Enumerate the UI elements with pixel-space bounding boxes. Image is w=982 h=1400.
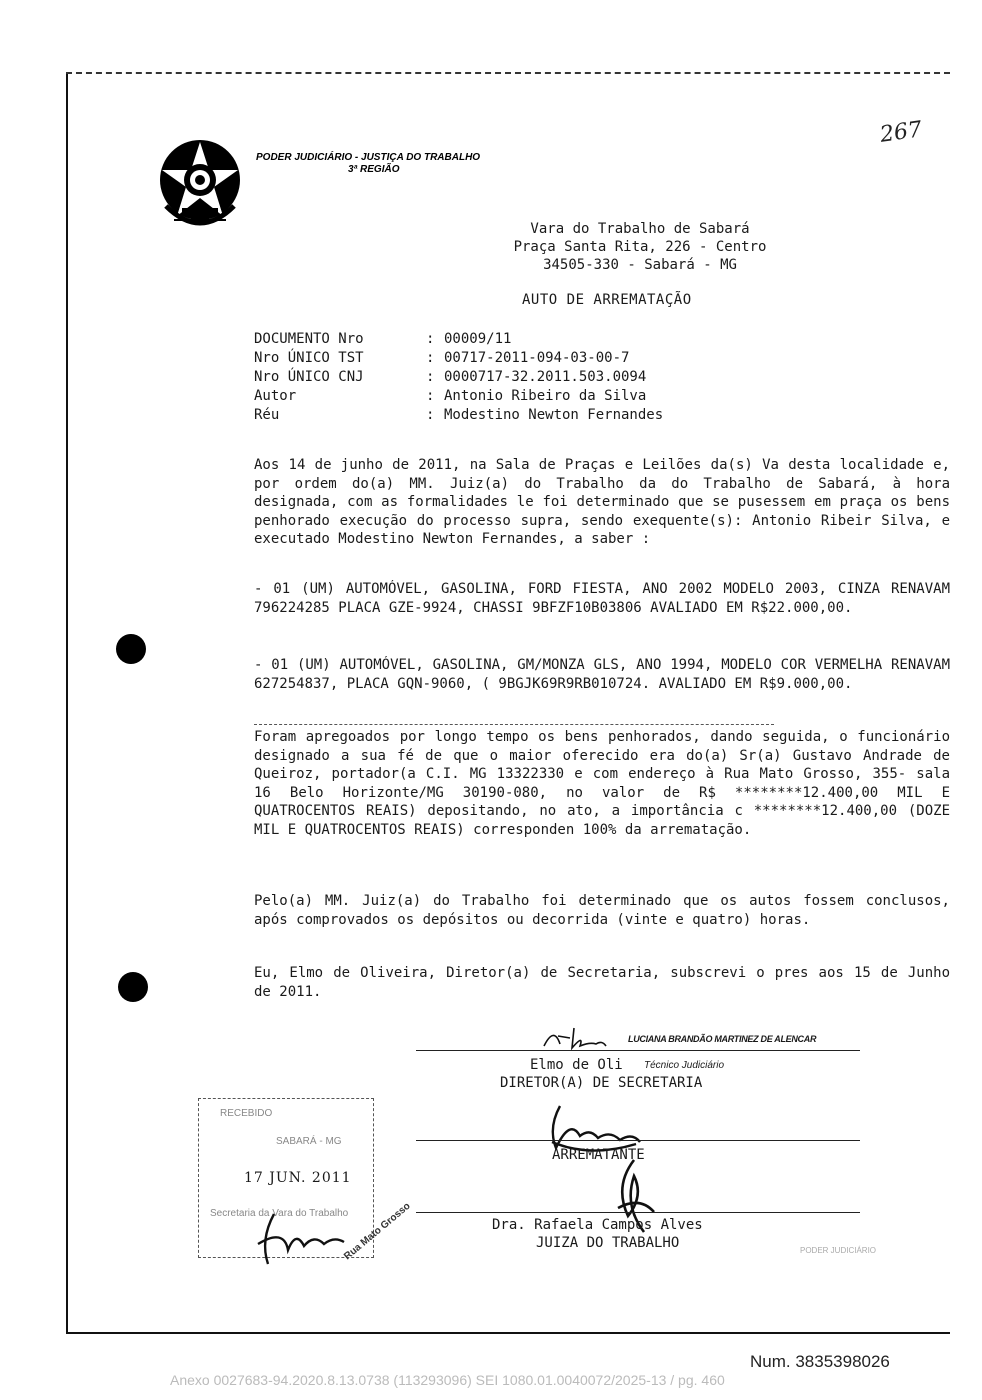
metadata-label: DOCUMENTO Nro [254, 331, 364, 347]
case-metadata [254, 330, 663, 425]
diagonal-stamp-text: Rua Mato Grosso [342, 1200, 413, 1263]
court-address [460, 220, 820, 274]
stamp-faded-text: RECEBIDO [220, 1108, 273, 1119]
metadata-row: Réu : Modestino Newton Fernandes [254, 407, 664, 423]
address-line: Vara do Trabalho de Sabará [530, 221, 750, 237]
coat-of-arms-icon [154, 136, 246, 236]
address-line: 34505-330 - Sabará - MG [543, 257, 737, 273]
director-stamp-name: LUCIANA BRANDÃO MARTINEZ DE ALENCAR [628, 1034, 817, 1044]
punch-hole [118, 972, 148, 1002]
metadata-value: Modestino Newton Fernandes [444, 407, 664, 423]
metadata-value: Antonio Ribeiro da Silva [444, 388, 647, 404]
metadata-row: Nro ÚNICO TST : 00717-2011-094-03-00-7 [254, 350, 630, 366]
receipt-date: 17 JUN. 2011 [244, 1170, 352, 1186]
court-header [256, 152, 480, 176]
signature-line [416, 1140, 860, 1141]
item-gm-monza: - 01 (UM) AUTOMÓVEL, GASOLINA, GM/MONZA GLS, ANO 1994, MODELO COR VERMELHA RENAVAM 627254837, PLACA GQN-9060, ( 9BGJK69R9RB010724. AVALIADO EM R$9.000,00. [254, 657, 950, 692]
court-name: PODER JUDICIÁRIO - JUSTIÇA DO TRABALHO [256, 152, 481, 163]
metadata-value: 0000717-32.2011.503.0094 [444, 369, 647, 385]
metadata-row: Autor : Antonio Ribeiro da Silva [254, 388, 647, 404]
director-stamp-role: Técnico Judiciário [644, 1060, 725, 1071]
item-ford-fiesta: - 01 (UM) AUTOMÓVEL, GASOLINA, FORD FIESTA, ANO 2002 MODELO 2003, CINZA RENAVAM 796224285 PLACA GZE-9924, CHASSI 9BFZF10B03806 AVALIADO EM R$22.000,00. [254, 581, 950, 616]
court-region: 3ª REGIÃO [348, 164, 400, 175]
judge-title: JUIZA DO TRABALHO [536, 1235, 680, 1251]
stamp-faded-text: SABARÁ - MG [276, 1136, 342, 1147]
metadata-row: DOCUMENTO Nro : 00009/11 [254, 331, 512, 347]
receipt-signature [244, 1210, 354, 1268]
judge-name: Dra. Rafaela Campos Alves [492, 1217, 703, 1233]
bid-paragraph: Foram apregoados por longo tempo os bens penhorados, dando seguida, o funcionário designado a sua fé de que o maior oferecido era do(a) Sr(a) Gustavo Andrade de Queiroz, portador(a C.I. MG 13322330 e com endereço à Rua Mato Grosso, 355- sala 16 Belo Horizonte/MG 30190-080, no valor de R$ ********12.400,00 MIL E QUATROCENTOS REAIS) depositando, no ato, a importância c ********12.400,00 (DOZE MIL E QUATROCENTOS REAIS) corresponden 100% da arrematação. [254, 729, 950, 838]
metadata-label: Autor [254, 388, 297, 404]
faded-stamp-text: PODER JUDICIÁRIO [800, 1246, 877, 1255]
closing-paragraph: Eu, Elmo de Oliveira, Diretor(a) de Secretaria, subscrevi o pres aos 15 de Junho de 2011. [254, 965, 950, 1000]
signature-line [416, 1050, 860, 1051]
auction-opening-paragraph: Aos 14 de junho de 2011, na Sala de Praças e Leilões da(s) Va desta localidade e, por ordem do(a) MM. Juiz(a) do Trabalho da do Trabalho de Sabará, à hora designada, com as formalidades le foi determinado que se pusessem em praça os bens penhorado execução do processo supra, sendo exequente(s): Antonio Ribeir Silva, e executado Modestino Newton Fernandes, a saber : [254, 457, 950, 547]
stamp-faded-text: Secretaria da Vara do Trabalho [210, 1208, 349, 1219]
annex-reference: Anexo 0027683-94.2020.8.13.0738 (113293096) SEI 1080.01.0040072/2025-13 / pg. 460 [170, 1372, 725, 1388]
metadata-label: Réu [254, 407, 280, 423]
judge-order-paragraph: Pelo(a) MM. Juiz(a) do Trabalho foi determinado que os autos fossem conclusos, após comprovados os depósitos ou decorrida (vinte e quatro) horas. [254, 893, 950, 928]
document-title: AUTO DE ARREMATAÇÃO [522, 292, 692, 308]
bidder-title: ARREMATANTE [552, 1147, 645, 1163]
director-initials-signature [540, 1024, 610, 1052]
handwritten-page-number: 267 [878, 117, 924, 148]
top-border [66, 72, 950, 74]
separator [254, 724, 774, 725]
punch-hole [116, 634, 146, 664]
director-title: DIRETOR(A) DE SECRETARIA [500, 1075, 703, 1091]
metadata-label: Nro ÚNICO CNJ [254, 369, 364, 385]
director-name: Elmo de Oli [530, 1057, 623, 1073]
document-number: Num. 3835398026 [750, 1352, 890, 1371]
address-line: Praça Santa Rita, 226 - Centro [513, 239, 767, 255]
metadata-row: Nro ÚNICO CNJ : 0000717-32.2011.503.0094 [254, 369, 647, 385]
metadata-value: 00009/11 [444, 331, 512, 347]
metadata-label: Nro ÚNICO TST [254, 350, 364, 366]
metadata-value: 00717-2011-094-03-00-7 [444, 350, 630, 366]
bottom-border [66, 1332, 950, 1334]
signature-line [416, 1212, 860, 1213]
